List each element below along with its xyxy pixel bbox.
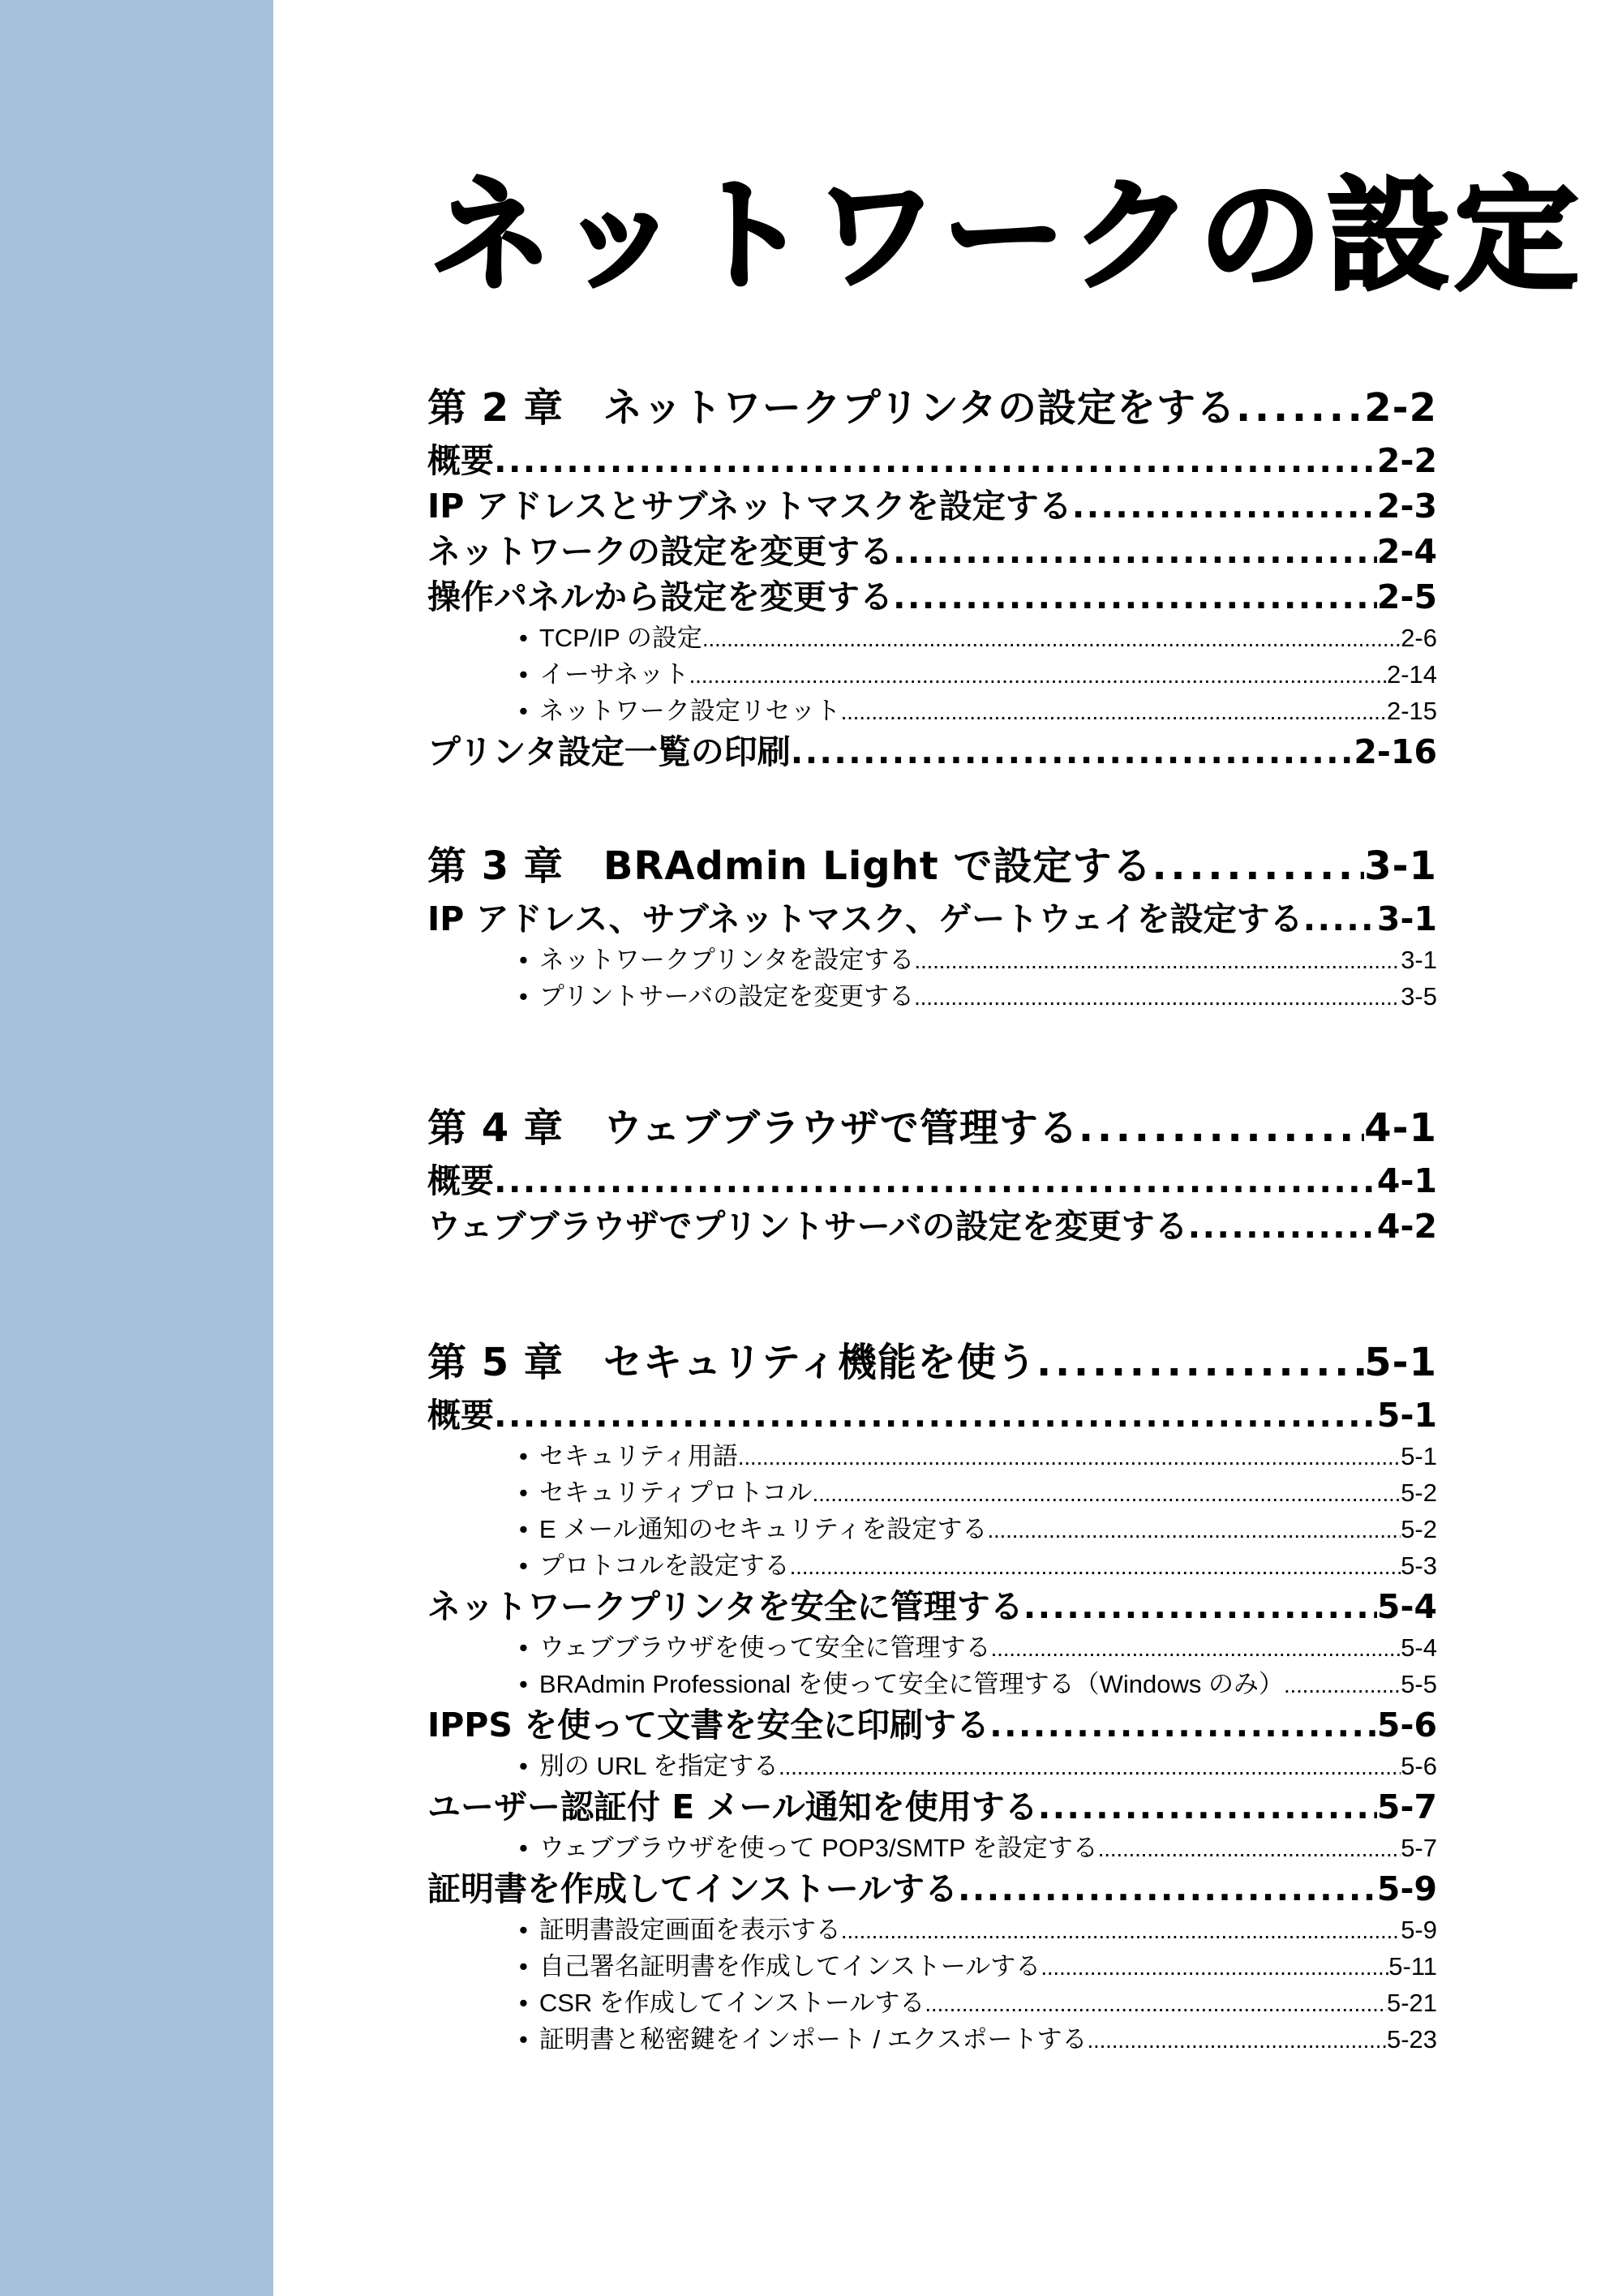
toc-page-number: 5-3 xyxy=(1401,1551,1437,1580)
dot-leader xyxy=(1303,896,1377,942)
dot-leader xyxy=(1038,1784,1377,1830)
toc-section-entry[interactable] xyxy=(427,529,1437,574)
toc-page-number: 5-21 xyxy=(1386,1989,1437,2017)
toc-entry-label: IP アドレスとサブネットマスクを設定する xyxy=(427,487,1072,526)
side-color-band xyxy=(0,0,273,2296)
toc-page-number: 3-1 xyxy=(1401,946,1437,974)
toc-chapter-4 xyxy=(427,1098,1437,1249)
toc-section-entry[interactable] xyxy=(427,1393,1437,1438)
toc-entry-label: プリンタ設定一覧の印刷 xyxy=(427,732,791,771)
dot-leader xyxy=(914,979,1401,1015)
toc-entries xyxy=(427,896,1437,1015)
dot-leader xyxy=(893,574,1377,620)
toc-page-number: 4-1 xyxy=(1376,1161,1437,1200)
dot-leader xyxy=(991,1630,1401,1667)
toc-subitem-entry[interactable] xyxy=(427,620,1437,656)
toc-entry-label: • ウェブブラウザを使って POP3/SMTP を設定する xyxy=(519,1830,1098,1866)
toc-page-number: 5-7 xyxy=(1401,1834,1437,1862)
toc-subitem-entry[interactable] xyxy=(427,942,1437,978)
dot-leader xyxy=(1036,1333,1364,1393)
toc-page-number: 2-6 xyxy=(1401,624,1437,652)
toc-entry-label: • TCP/IP の設定 xyxy=(519,620,702,656)
page-title: ネットワークの設定 xyxy=(430,164,1583,307)
toc-chapter-title: 第 5 章 セキュリティ機能を使う xyxy=(427,1340,1037,1385)
toc-page-number: 3-1 xyxy=(1376,899,1437,938)
toc-page-number: 5-11 xyxy=(1388,1952,1437,1981)
toc-page-number: 2-2 xyxy=(1376,441,1437,480)
toc-entry-label: • 証明書設定画面を表示する xyxy=(519,1912,841,1948)
toc-entry-label: ネットワークプリンタを安全に管理する xyxy=(427,1587,1023,1626)
toc-page-number: 5-4 xyxy=(1376,1587,1437,1626)
toc-subitem-entry[interactable] xyxy=(427,1629,1437,1666)
toc-section-entry[interactable] xyxy=(427,438,1437,483)
dot-leader xyxy=(1072,483,1377,529)
toc-entry-label: 操作パネルから設定を変更する xyxy=(427,577,893,616)
toc-page-number: 5-5 xyxy=(1401,1670,1437,1698)
toc-entries xyxy=(427,1393,1437,2058)
toc-page-number: 2-16 xyxy=(1354,732,1437,771)
toc-page-number: 5-6 xyxy=(1401,1752,1437,1780)
toc-chapter-title: 第 4 章 ウェブブラウザで管理する xyxy=(427,1105,1079,1151)
toc-page-number: 5-9 xyxy=(1401,1916,1437,1944)
toc-page-number: 5-6 xyxy=(1376,1706,1437,1745)
toc-subitem-entry[interactable] xyxy=(427,2021,1437,2058)
toc-subitem-entry[interactable] xyxy=(427,1912,1437,1948)
toc-subitem-entry[interactable] xyxy=(427,978,1437,1015)
toc-page-number: 4-1 xyxy=(1364,1105,1437,1151)
toc-chapter-heading[interactable] xyxy=(427,378,1437,438)
dot-leader xyxy=(494,438,1377,483)
dot-leader xyxy=(1079,1098,1364,1158)
toc-entry-label: • 別の URL を指定する xyxy=(519,1748,779,1784)
toc-entry-label: IP アドレス、サブネットマスク、ゲートウェイを設定する xyxy=(427,899,1303,938)
toc-entry-label: • ネットワークプリンタを設定する xyxy=(519,942,914,978)
dot-leader xyxy=(494,1393,1377,1438)
toc-entry-label: 概要 xyxy=(427,441,494,480)
toc-page-number: 5-9 xyxy=(1376,1869,1437,1908)
dot-leader xyxy=(1284,1667,1401,1703)
toc-entry-label: 概要 xyxy=(427,1161,494,1200)
toc-chapter-3 xyxy=(427,836,1437,1015)
toc-entry-label: • セキュリティプロトコル xyxy=(519,1474,813,1511)
toc-page-number: 2-4 xyxy=(1376,532,1437,571)
dot-leader xyxy=(987,1512,1401,1548)
toc-section-entry[interactable] xyxy=(427,896,1437,942)
toc-subitem-entry[interactable] xyxy=(427,1438,1437,1474)
dot-leader xyxy=(1098,1830,1401,1867)
toc-entry-label: 概要 xyxy=(427,1396,494,1435)
toc-page-number: 5-23 xyxy=(1386,2025,1437,2054)
toc-subitem-entry[interactable] xyxy=(427,693,1437,729)
dot-leader xyxy=(791,729,1354,775)
toc-page-number: 2-5 xyxy=(1376,577,1437,616)
toc-section-entry[interactable] xyxy=(427,574,1437,620)
toc-subitem-entry[interactable] xyxy=(427,1474,1437,1511)
toc-chapter-heading[interactable] xyxy=(427,1098,1437,1158)
toc-section-entry[interactable] xyxy=(427,1702,1437,1748)
dot-leader xyxy=(1188,1204,1377,1249)
toc-page-number: 2-14 xyxy=(1386,660,1437,689)
toc-entries xyxy=(427,438,1437,775)
toc-chapter-title: 第 2 章 ネットワークプリンタの設定をする xyxy=(427,385,1236,431)
toc-page-number: 2-3 xyxy=(1376,487,1437,526)
toc-entry-label: • E メール通知のセキュリティを設定する xyxy=(519,1511,987,1547)
dot-leader xyxy=(893,529,1377,574)
dot-leader xyxy=(841,1912,1401,1949)
toc-page-number: 2-2 xyxy=(1364,385,1437,431)
toc-entry-label: ユーザー認証付 E メール通知を使用する xyxy=(427,1787,1038,1826)
toc-page-number: 3-1 xyxy=(1364,843,1437,889)
toc-section-entry[interactable] xyxy=(427,1204,1437,1249)
toc-page-number: 5-1 xyxy=(1364,1340,1437,1385)
toc-subitem-entry[interactable] xyxy=(427,1666,1437,1702)
dot-leader xyxy=(841,693,1387,730)
toc-section-entry[interactable] xyxy=(427,1866,1437,1912)
toc-entry-label: ネットワークの設定を変更する xyxy=(427,532,893,571)
toc-page-number: 5-1 xyxy=(1401,1442,1437,1470)
toc-entry-label: • ウェブブラウザを使って安全に管理する xyxy=(519,1629,991,1666)
toc-page-number: 5-1 xyxy=(1376,1396,1437,1435)
dot-leader xyxy=(1041,1949,1388,1985)
toc-chapter-heading[interactable] xyxy=(427,836,1437,896)
table-of-contents xyxy=(427,378,1437,2058)
toc-subitem-entry[interactable] xyxy=(427,1511,1437,1547)
toc-section-entry[interactable] xyxy=(427,1584,1437,1629)
dot-leader xyxy=(702,620,1401,657)
dot-leader xyxy=(914,942,1401,979)
toc-page-number: 5-7 xyxy=(1376,1787,1437,1826)
toc-page-number: 5-2 xyxy=(1401,1515,1437,1543)
dot-leader xyxy=(1152,836,1364,896)
toc-section-entry[interactable] xyxy=(427,1784,1437,1830)
toc-entry-label: • ネットワーク設定リセット xyxy=(519,693,841,729)
dot-leader xyxy=(925,1985,1387,2022)
toc-chapter-5 xyxy=(427,1333,1437,2058)
toc-page-number: 5-2 xyxy=(1401,1478,1437,1507)
toc-page-number: 4-2 xyxy=(1376,1207,1437,1246)
toc-page-number: 2-15 xyxy=(1386,697,1437,725)
toc-entry-label: 証明書を作成してインストールする xyxy=(427,1869,958,1908)
toc-chapter-title: 第 3 章 BRAdmin Light で設定する xyxy=(427,843,1152,889)
toc-subitem-entry[interactable] xyxy=(427,1948,1437,1985)
toc-entry-label: • プロトコルを設定する xyxy=(519,1547,790,1584)
toc-entry-label: ウェブブラウザでプリントサーバの設定を変更する xyxy=(427,1207,1188,1246)
toc-section-entry[interactable] xyxy=(427,729,1437,775)
dot-leader xyxy=(689,657,1387,693)
toc-subitem-entry[interactable] xyxy=(427,656,1437,693)
toc-subitem-entry[interactable] xyxy=(427,1748,1437,1784)
toc-chapter-2 xyxy=(427,378,1437,775)
toc-section-entry[interactable] xyxy=(427,1158,1437,1204)
dot-leader xyxy=(1087,2022,1386,2058)
toc-page-number: 3-5 xyxy=(1401,982,1437,1011)
dot-leader xyxy=(813,1475,1401,1512)
dot-leader xyxy=(1236,378,1364,438)
toc-page-number: 5-4 xyxy=(1401,1633,1437,1662)
toc-entries xyxy=(427,1158,1437,1249)
dot-leader xyxy=(958,1866,1377,1912)
toc-section-entry[interactable] xyxy=(427,483,1437,529)
dot-leader xyxy=(738,1439,1401,1475)
toc-subitem-entry[interactable] xyxy=(427,1547,1437,1584)
dot-leader xyxy=(494,1158,1377,1204)
toc-entry-label: • BRAdmin Professional を使って安全に管理する（Windows のみ） xyxy=(519,1666,1284,1702)
dot-leader xyxy=(779,1749,1401,1785)
toc-entry-label: • セキュリティ用語 xyxy=(519,1438,738,1474)
toc-entry-label: • CSR を作成してインストールする xyxy=(519,1985,925,2021)
toc-subitem-entry[interactable] xyxy=(427,1985,1437,2021)
toc-entry-label: • プリントサーバの設定を変更する xyxy=(519,978,914,1015)
toc-entry-label: • 証明書と秘密鍵をインポート / エクスポートする xyxy=(519,2021,1087,2058)
dot-leader xyxy=(989,1702,1377,1748)
toc-entry-label: IPPS を使って文書を安全に印刷する xyxy=(427,1706,990,1745)
toc-chapter-heading[interactable] xyxy=(427,1333,1437,1393)
dot-leader xyxy=(1023,1584,1377,1629)
toc-entry-label: • 自己署名証明書を作成してインストールする xyxy=(519,1948,1041,1985)
toc-entry-label: • イーサネット xyxy=(519,656,689,693)
toc-subitem-entry[interactable] xyxy=(427,1830,1437,1866)
dot-leader xyxy=(790,1548,1401,1585)
